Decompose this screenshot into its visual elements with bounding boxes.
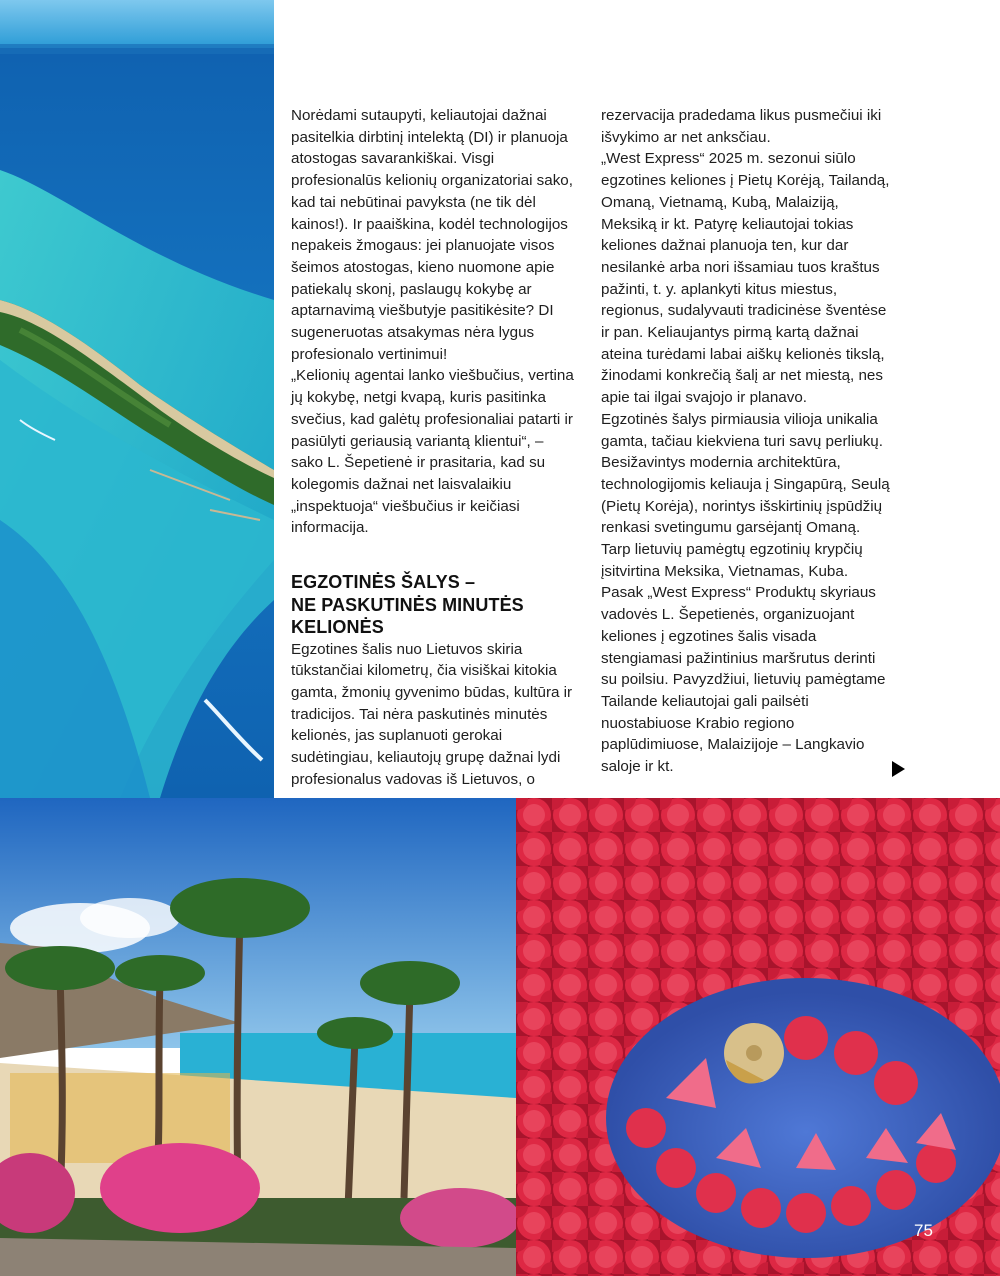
- article-column-left: [291, 105, 575, 790]
- triangle-right-icon: [892, 761, 905, 777]
- section-paragraph: Egzotines šalis nuo Lietuvos skiria tūkstančiai kilometrų, čia visiškai kitokia gamta, žmonių gyvenimo būdas, kultūra ir tradicijos. Tai nėra paskutinės minutės kelionės, jas suplanuoti gerokai sudėtingiau, keliautojų grupę dažnai lydi profesionalus vadovas iš Lietuvos, o: [291, 640, 573, 788]
- offer-paragraph: „West Express“ 2025 m. sezonui siūlo egzotines keliones į Pietų Korėją, Tailandą, Omaną, Vietnamą, Kubą, Malaiziją, Meksiką ir kt. Patyrę keliautojai tokias keliones dažnai planuoja ten, kur dar nesilankė arba nori išsamiau tuos kraštus pažinti, t. y. aplankyti kitus miestus, regionus, sudalyvauti tradicinėse šventėse ir pan. Keliaujantys pirmą kartą dažnai ateina turėdami labai aiškų kelionės tikslą, žinodami konkrečią šalį ar net miestą, nes apie tai ilgai svajojo ir planavo.: [601, 150, 890, 407]
- section-heading-line-2: NE PASKUTINĖS MINUTĖS: [291, 594, 524, 615]
- continuation-paragraph: rezervacija pradedama likus pusmečiui iki išvykimo ar net anksčiau.: [601, 107, 882, 146]
- beach-palm-trees-photo: [0, 798, 516, 1276]
- section-heading-line-3: KELIONĖS: [291, 617, 384, 638]
- quote-paragraph: „Kelionių agentai lanko viešbučius, vertina jų kokybę, netgi kvapą, kuris pasitinka svečius, kad galėtų profesionaliai patarti ir pasiūlyti geriausią variantą klientui“, – sako L. Šepetienė ir prasitaria, kad su kolegomis dažnai net laisvalaikiu „inspektuoja“ viešbučius ir keičiasi informacija.: [291, 367, 574, 537]
- intro-paragraph: Norėdami sutaupyti, keliautojai dažnai pasitelkia dirbtinį intelektą (DI) ir planuoja atostogas savarankiškai. Visgi profesionalūs kelionių organizatoriai sako, kad tai nebūtinai pavyksta (ne tik dėl kainos!). Ir paaiškina, kodėl technologijos nepakeis žmogaus: jei planuojate visos šeimos atostogas, kieno nuomone apie patiekalų skonį, paslaugų kokybę ar aptarnavimą viešbutyje pasitikėsite? DI sugeneruotas atsakymas nėra lygus profesionalo vertinimui!: [291, 107, 573, 363]
- section-heading: [291, 571, 575, 639]
- section-heading-line-1: EGZOTINĖS ŠALYS –: [291, 572, 476, 593]
- page-number: 75: [914, 1221, 933, 1240]
- incense-drying-photo: [516, 798, 1000, 1276]
- destinations-paragraph: Egzotinės šalys pirmiausia vilioja unikalia gamta, tačiau kiekviena turi savų perliukų. Besižavintys modernia architektūra, technologijomis keliauja į Singapūrą, Seulą (Pietų Korėja), norintys išskirtinių įspūdžių renkasi svetingumu garsėjantį Omaną. Tarp lietuvių pamėgtų egzotinių krypčių įsitvirtina Meksika, Vietnamas, Kuba. Pasak „West Express“ Produktų skyriaus vadovės L. Šepetienės, organizuojant keliones į egzotines šalis visada stengiamasi pažintinius maršrutus derinti su poilsiu. Pavyzdžiui, lietuvių pamėgtame Tailande keliautojai gali pailsėti nuostabiuose Krabio regiono paplūdimiuose, Malaizijoje – Langkavio saloje ir kt.: [601, 410, 890, 776]
- aerial-island-photo: [0, 0, 274, 798]
- article-column-right: [601, 105, 891, 778]
